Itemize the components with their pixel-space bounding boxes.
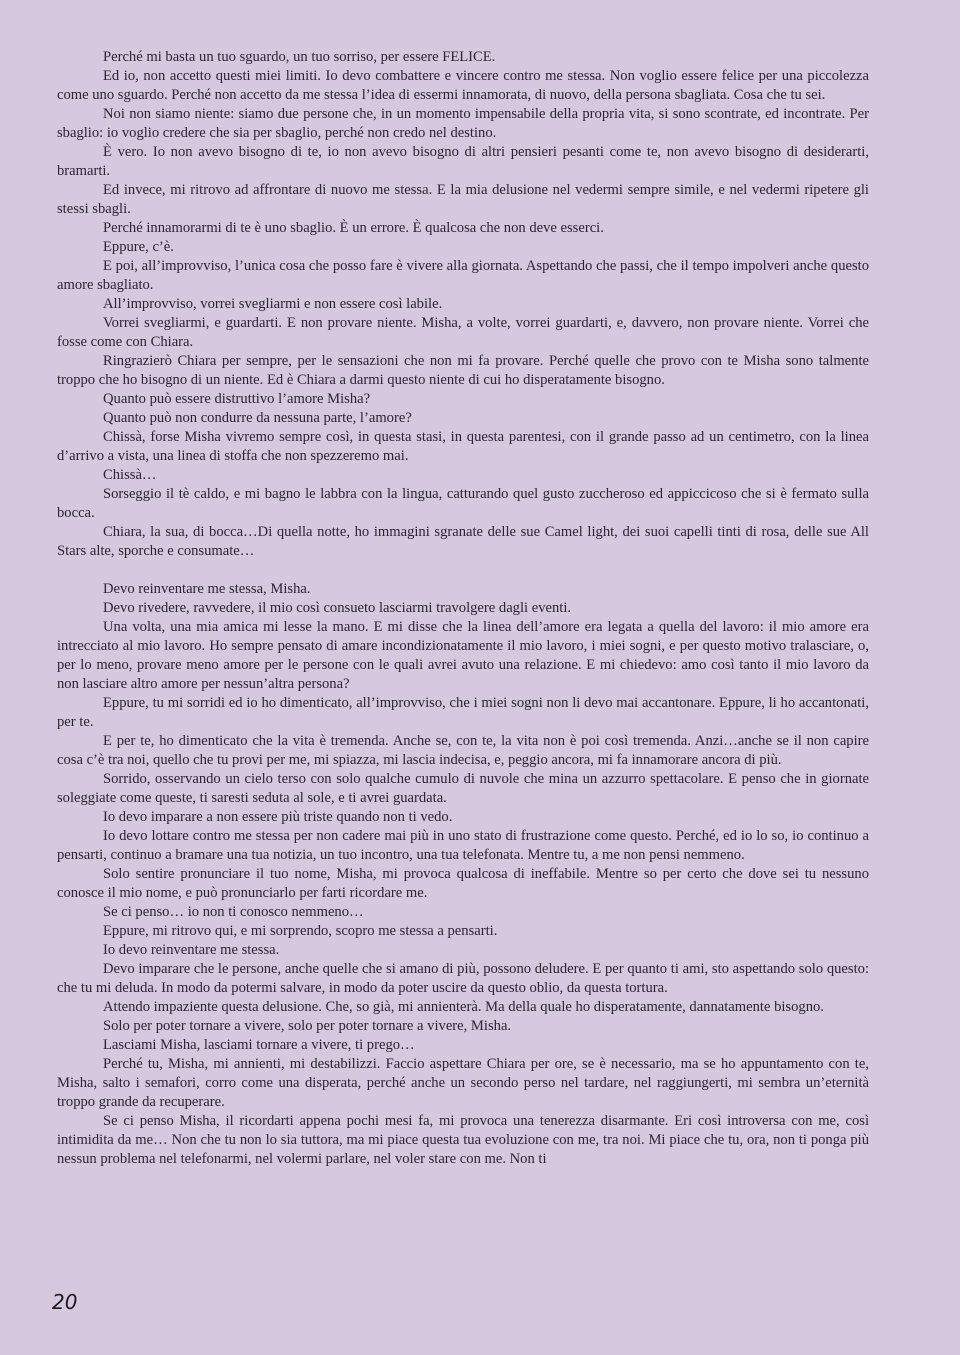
paragraph: Devo reinventare me stessa, Misha. xyxy=(103,581,311,597)
paragraph: Solo sentire pronunciare il tuo nome, Misha, mi provoca qualcosa di ineffabile. Mentre so per certo che dove sei tu nessuno conosce il mio nome, e può pronunciarlo per farti ricordare me. xyxy=(57,866,869,901)
paragraph: E per te, ho dimenticato che la vita è tremenda. Anche se, con te, la vita non è poi così tremenda. Anzi…anche se il non capire cosa c’è tra noi, quello che tu provi per me, mi spiazza, mi lascia indecisa, e, peggio ancora, mi fa innamorare ancora di più. xyxy=(57,733,869,768)
paragraph: Quanto può non condurre da nessuna parte, l’amore? xyxy=(103,410,412,426)
paragraph: Ringrazierò Chiara per sempre, per le sensazioni che non mi fa provare. Perché quelle che provo con te Misha sono talmente troppo che ho bisogno di un niente. Ed è Chiara a darmi questo niente di cui ho disperatamente bisogno. xyxy=(57,353,869,388)
paragraph: Io devo lottare contro me stessa per non cadere mai più in uno stato di frustrazione come questo. Perché, ed io lo so, io continuo a pensarti, continuo a bramare una tua notizia, un tuo incontro, una tua telefonata. Mentre tu, a me non pensi nemmeno. xyxy=(57,828,869,863)
paragraph: Chissà, forse Misha vivremo sempre così, in questa stasi, in questa parentesi, con il grande passo ad un centimetro, con la linea d’arrivo a vista, una linea di stoffa che non spezzeremo mai. xyxy=(57,429,869,464)
paragraph: Noi non siamo niente: siamo due persone che, in un momento impensabile della propria vita, si sono scontrate, ed incontrate. Per sbaglio: io voglio credere che sia per sbaglio, perché non credo nel destino. xyxy=(57,106,869,141)
paragraph: Io devo imparare a non essere più triste quando non ti vedo. xyxy=(103,809,453,825)
paragraph: E poi, all’improvviso, l’unica cosa che posso fare è vivere alla giornata. Aspettando che passi, che il tempo impolveri anche questo amore sbagliato. xyxy=(57,258,869,293)
paragraph: Chiara, la sua, di bocca…Di quella notte, ho immagini sgranate delle sue Camel light, dei suoi capelli tinti di rosa, delle sue All Stars alte, sporche e consumate… xyxy=(57,524,869,559)
paragraph: Solo per poter tornare a vivere, solo per poter tornare a vivere, Misha. xyxy=(103,1018,512,1034)
paragraph: Lasciami Misha, lasciami tornare a vivere, ti prego… xyxy=(103,1037,415,1053)
paragraph: Sorseggio il tè caldo, e mi bagno le labbra con la lingua, catturando quel gusto zuccheroso ed appiccicoso che si è fermato sulla bocca. xyxy=(57,486,869,521)
paragraph: Eppure, c’è. xyxy=(103,239,174,255)
paragraph: Se ci penso Misha, il ricordarti appena pochi mesi fa, mi provoca una tenerezza disarmante. Eri così introversa con me, così intimidita da me… Non che tu non lo sia tuttora, ma mi piace questa tua evoluzione con me, tra noi. Mi piace che tu, ora, non ti ponga più nessun problema nel telefonarmi, nel volermi parlare, nel voler stare con me. Non ti xyxy=(57,1113,869,1167)
paragraph: Io devo reinventare me stessa. xyxy=(103,942,280,958)
paragraph: Perché innamorarmi di te è uno sbaglio. È un errore. È qualcosa che non deve esserci. xyxy=(103,220,604,236)
paragraph: Ed io, non accetto questi miei limiti. Io devo combattere e vincere contro me stessa. Non voglio essere felice per una piccolezza come uno sguardo. Perché non accetto da me stessa l’idea di essermi innamorata, di nuovo, della persona sbagliata. Cosa che tu sei. xyxy=(57,68,869,103)
body-text xyxy=(57,48,869,1169)
paragraph: Devo rivedere, ravvedere, il mio così consueto lasciarmi travolgere dagli eventi. xyxy=(103,600,572,616)
paragraph: Perché tu, Misha, mi annienti, mi destabilizzi. Faccio aspettare Chiara per ore, se è necessario, ma se ho appuntamento con te, Misha, salto i semafori, corro come una disperata, perché anche un secondo perso nel tardare, nel raggiungerti, mi sembra un’eternità troppo grande da recuperare. xyxy=(57,1056,869,1110)
paragraph: Perché mi basta un tuo sguardo, un tuo sorriso, per essere FELICE. xyxy=(103,49,496,65)
paragraph: Attendo impaziente questa delusione. Che, so già, mi annienterà. Ma della quale ho disperatamente, dannatamente bisogno. xyxy=(103,999,824,1015)
paragraph: Una volta, una mia amica mi lesse la mano. E mi disse che la linea dell’amore era legata a quella del lavoro: il mio amore era intrecciato al mio lavoro. Ho sempre pensato di amare incondizionatamente il mio lavoro, i miei sogni, e per questo motivo tralasciare, o, per lo meno, provare meno amore per le persone con le quali avrei avuto una relazione. E mi chiedevo: amo così tanto il mio lavoro da non lasciare altro amore per nessun’altra persona? xyxy=(57,619,869,692)
paragraph: Chissà… xyxy=(103,467,157,483)
paragraph: Se ci penso… io non ti conosco nemmeno… xyxy=(103,904,364,920)
paragraph: Vorrei svegliarmi, e guardarti. E non provare niente. Misha, a volte, vorrei guardarti, e, davvero, non provare niente. Vorrei che fosse come con Chiara. xyxy=(57,315,869,350)
paragraph: Eppure, tu mi sorridi ed io ho dimenticato, all’improvviso, che i miei sogni non li devo mai accantonare. Eppure, li ho accantonati, per te. xyxy=(57,695,869,730)
paragraph: Sorrido, osservando un cielo terso con solo qualche cumulo di nuvole che mina un azzurro spettacolare. E penso che in giornate soleggiate come queste, ti saresti seduta al sole, e ti avrei guardata. xyxy=(57,771,869,806)
page-number: 20 xyxy=(52,1290,78,1314)
paragraph: Eppure, mi ritrovo qui, e mi sorprendo, scopro me stessa a pensarti. xyxy=(103,923,498,939)
paragraph: È vero. Io non avevo bisogno di te, io non avevo bisogno di altri pensieri pesanti come te, non avevo bisogno di desiderarti, bramarti. xyxy=(57,144,869,179)
paragraph: All’improvviso, vorrei svegliarmi e non essere così labile. xyxy=(103,296,443,312)
paragraph: Ed invece, mi ritrovo ad affrontare di nuovo me stessa. E la mia delusione nel vedermi sempre simile, e nel vedermi ripetere gli stessi sbagli. xyxy=(57,182,869,217)
paragraph: Quanto può essere distruttivo l’amore Misha? xyxy=(103,391,371,407)
paragraph: Devo imparare che le persone, anche quelle che si amano di più, possono deludere. E per quanto ti ami, sto aspettando solo questo: che tu mi deluda. In modo da potermi salvare, in modo da poter uscire da questo oblio, da questa tortura. xyxy=(57,961,869,996)
